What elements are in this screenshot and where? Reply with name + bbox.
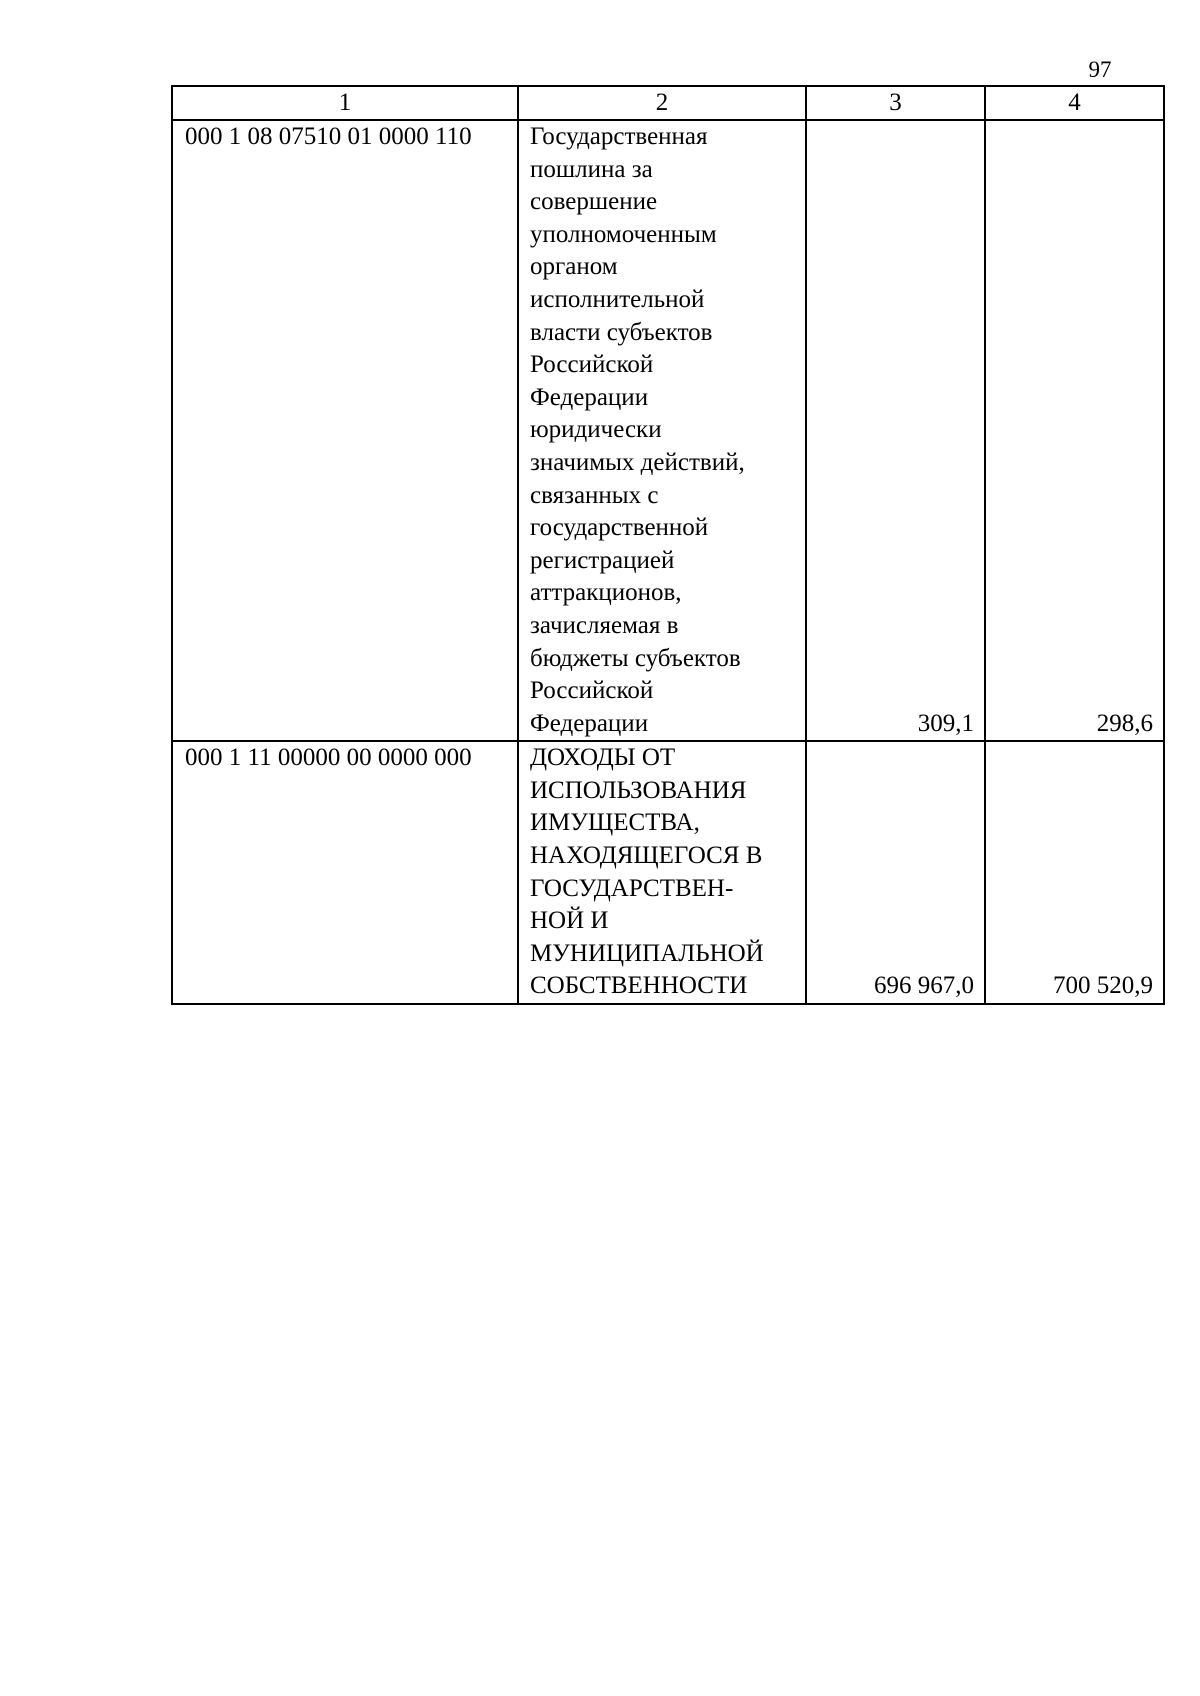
income-name-line: МУНИЦИПАЛЬНОЙ: [530, 939, 764, 967]
income-name-line: аттракционов,: [530, 579, 682, 607]
income-name-line: НОЙ И: [530, 907, 609, 935]
classification-code: 000 1 08 07510 01 0000 110: [172, 120, 518, 741]
budget-table: [171, 85, 1165, 1005]
income-name-line: совершение: [530, 188, 658, 216]
income-name-line: Федерации: [530, 709, 649, 737]
income-name-line: Федерации: [530, 383, 649, 411]
income-name-line: ДОХОДЫ ОТ: [530, 744, 676, 772]
income-name: [518, 120, 806, 741]
income-name-line: НАХОДЯЩЕГОСЯ В: [530, 842, 763, 870]
income-name-line: Государственная: [530, 123, 708, 150]
income-name-line: органом: [530, 253, 618, 281]
income-name-line: Российской: [530, 351, 654, 379]
income-name-line: бюджеты субъектов: [530, 644, 741, 672]
table-header-row: [172, 86, 1164, 120]
income-name-line: исполнительной: [530, 285, 705, 313]
column-header-4: 4: [985, 86, 1164, 120]
income-name-line: пошлина за: [530, 155, 653, 183]
income-name-line: СОБСТВЕННОСТИ: [530, 972, 748, 1000]
income-name-line: регистрацией: [530, 546, 675, 574]
income-name-line: уполномоченным: [530, 220, 717, 248]
table-row: [172, 120, 1164, 741]
amount-column-3: 309,1: [806, 120, 985, 741]
income-name: [518, 741, 806, 1004]
income-name-line: ИМУЩЕСТВА,: [530, 809, 700, 837]
income-name-line: связанных с: [530, 481, 659, 509]
amount-column-3: 696 967,0: [806, 741, 985, 1004]
income-name-line: Российской: [530, 677, 654, 705]
income-name-line: значимых действий,: [530, 448, 745, 476]
column-header-1: 1: [172, 86, 518, 120]
column-header-2: 2: [518, 86, 806, 120]
income-name-line: зачисляемая в: [530, 611, 679, 639]
income-name-line: ИСПОЛЬЗОВАНИЯ: [530, 776, 747, 804]
column-header-3: 3: [806, 86, 985, 120]
income-name-line: государственной: [530, 514, 709, 542]
classification-code: 000 1 11 00000 00 0000 000: [172, 741, 518, 1004]
table-row: [172, 741, 1164, 1004]
income-name-line: юридически: [530, 416, 662, 444]
income-name-line: ГОСУДАРСТВЕН-: [530, 874, 734, 902]
page-number: 97: [1088, 57, 1112, 82]
income-name-line: власти субъектов: [530, 318, 713, 346]
amount-column-4: 700 520,9: [985, 741, 1164, 1004]
amount-column-4: 298,6: [985, 120, 1164, 741]
